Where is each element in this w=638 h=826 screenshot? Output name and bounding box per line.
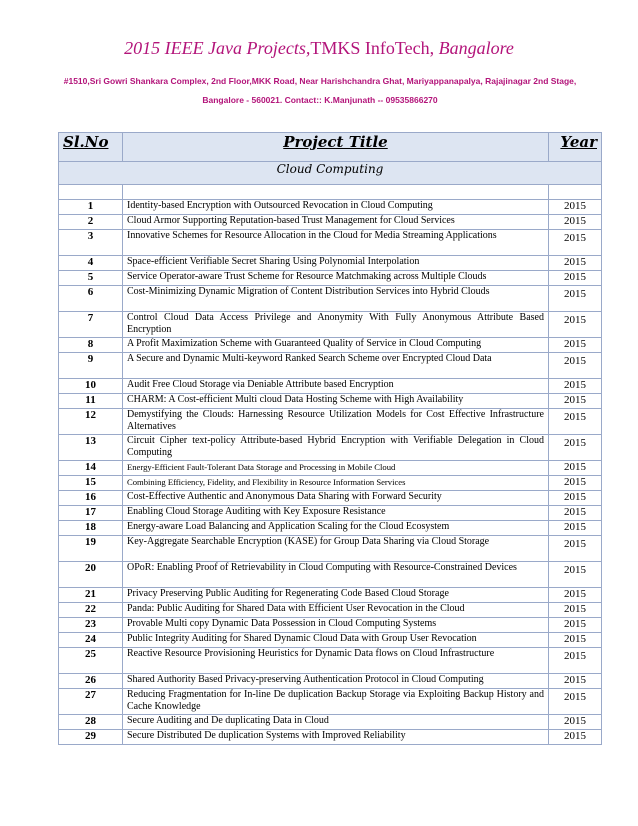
row-number: 22 [59,603,123,618]
row-year: 2015 [549,689,602,715]
project-title: Privacy Preserving Public Auditing for Regenerating Code Based Cloud Storage [123,588,549,603]
row-year: 2015 [549,286,602,312]
table-row [59,435,602,461]
row-year: 2015 [549,603,602,618]
project-title: Public Integrity Auditing for Shared Dynamic Cloud Data with Group User Revocation [123,633,549,648]
row-number: 28 [59,715,123,730]
row-year: 2015 [549,491,602,506]
row-year: 2015 [549,461,602,476]
document-title [0,38,638,58]
row-year: 2015 [549,256,602,271]
project-title: CHARM: A Cost-efficient Multi cloud Data Hosting Scheme with High Availability [123,394,549,409]
row-number: 25 [59,648,123,674]
project-title: Panda: Public Auditing for Shared Data with Efficient User Revocation in the Cloud [123,603,549,618]
project-title: Cost-Minimizing Dynamic Migration of Content Distribution Services into Hybrid Clouds [123,286,549,312]
blank-cell [549,185,602,200]
row-number: 17 [59,506,123,521]
row-number: 16 [59,491,123,506]
table-row [59,491,602,506]
project-title: Secure Auditing and De duplicating Data in Cloud [123,715,549,730]
table-row [59,536,602,562]
table-row [59,200,602,215]
project-title: Combining Efficiency, Fidelity, and Flexibility in Resource Information Services [123,476,549,491]
project-title: Secure Distributed De duplication Systems with Improved Reliability [123,730,549,745]
project-title: Cost-Effective Authentic and Anonymous Data Sharing with Forward Security [123,491,549,506]
table-row [59,394,602,409]
project-title: Provable Multi copy Dynamic Data Possession in Cloud Computing Systems [123,618,549,633]
row-year: 2015 [549,633,602,648]
project-title: Reducing Fragmentation for In-line De duplication Backup Storage via Exploiting Backup History and Cache Knowledge [123,689,549,715]
row-year: 2015 [549,588,602,603]
table-row [59,379,602,394]
row-number: 4 [59,256,123,271]
project-title: Demystifying the Clouds: Harnessing Resource Utilization Models for Cost Effective Infrastructure Alternatives [123,409,549,435]
title-prefix: 2015 IEEE Java Projects, [124,38,311,58]
row-number: 8 [59,338,123,353]
project-title: Circuit Cipher text-policy Attribute-based Hybrid Encryption with Verifiable Delegation in Cloud Computing [123,435,549,461]
project-table [58,132,602,745]
row-year: 2015 [549,730,602,745]
table-row [59,215,602,230]
row-year: 2015 [549,562,602,588]
project-title: Space-efficient Verifiable Secret Sharing Using Polynomial Interpolation [123,256,549,271]
row-year: 2015 [549,674,602,689]
row-year: 2015 [549,312,602,338]
row-year: 2015 [549,409,602,435]
table-row [59,506,602,521]
row-year: 2015 [549,476,602,491]
project-title: Control Cloud Data Access Privilege and Anonymity With Fully Anonymous Attribute Based Encryption [123,312,549,338]
table-row [59,603,602,618]
table-row [59,633,602,648]
row-number: 21 [59,588,123,603]
column-header-year: Year [549,133,602,162]
row-year: 2015 [549,506,602,521]
table-row [59,648,602,674]
row-number: 27 [59,689,123,715]
row-year: 2015 [549,230,602,256]
row-number: 12 [59,409,123,435]
table-row [59,689,602,715]
table-row [59,730,602,745]
table-row [59,562,602,588]
row-number: 18 [59,521,123,536]
row-number: 24 [59,633,123,648]
row-number: 6 [59,286,123,312]
row-number: 14 [59,461,123,476]
section-title: Cloud Computing [59,162,602,185]
project-title: Enabling Cloud Storage Auditing with Key Exposure Resistance [123,506,549,521]
row-number: 9 [59,353,123,379]
table-header-row [59,133,602,162]
table-row [59,588,602,603]
table-row [59,409,602,435]
table-row [59,521,602,536]
column-header-slno: Sl.No [59,133,123,162]
table-row [59,286,602,312]
row-year: 2015 [549,715,602,730]
column-header-project-title: Project Title [123,133,549,162]
blank-row [59,185,602,200]
row-number: 29 [59,730,123,745]
row-number: 5 [59,271,123,286]
blank-cell [123,185,549,200]
row-number: 7 [59,312,123,338]
title-city: Bangalore [434,38,514,58]
blank-cell [59,185,123,200]
table-row [59,353,602,379]
row-number: 20 [59,562,123,588]
row-year: 2015 [549,536,602,562]
row-number: 26 [59,674,123,689]
row-year: 2015 [549,394,602,409]
project-title: Identity-based Encryption with Outsourced Revocation in Cloud Computing [123,200,549,215]
row-year: 2015 [549,353,602,379]
table-row [59,461,602,476]
row-year: 2015 [549,215,602,230]
row-year: 2015 [549,435,602,461]
row-number: 13 [59,435,123,461]
row-number: 1 [59,200,123,215]
row-year: 2015 [549,379,602,394]
row-year: 2015 [549,521,602,536]
row-number: 10 [59,379,123,394]
row-number: 19 [59,536,123,562]
row-number: 2 [59,215,123,230]
table-row [59,312,602,338]
project-title: Energy-aware Load Balancing and Application Scaling for the Cloud Ecosystem [123,521,549,536]
table-row [59,230,602,256]
table-row [59,338,602,353]
row-year: 2015 [549,200,602,215]
project-title: Reactive Resource Provisioning Heuristics for Dynamic Data flows on Cloud Infrastructure [123,648,549,674]
row-year: 2015 [549,338,602,353]
row-number: 15 [59,476,123,491]
project-title: A Secure and Dynamic Multi-keyword Ranked Search Scheme over Encrypted Cloud Data [123,353,549,379]
project-title: OPoR: Enabling Proof of Retrievability in Cloud Computing with Resource-Constrained Devices [123,562,549,588]
project-title: Innovative Schemes for Resource Allocation in the Cloud for Media Streaming Applications [123,230,549,256]
table-row [59,271,602,286]
row-number: 23 [59,618,123,633]
project-title: Cloud Armor Supporting Reputation-based Trust Management for Cloud Services [123,215,549,230]
table-row [59,674,602,689]
row-year: 2015 [549,618,602,633]
project-title: A Profit Maximization Scheme with Guaranteed Quality of Service in Cloud Computing [123,338,549,353]
table-row [59,715,602,730]
row-number: 11 [59,394,123,409]
project-title: Shared Authority Based Privacy-preserving Authentication Protocol in Cloud Computing [123,674,549,689]
row-number: 3 [59,230,123,256]
section-row [59,162,602,185]
row-year: 2015 [549,648,602,674]
company-name: TMKS InfoTech, [310,38,435,58]
company-address: #1510,Sri Gowri Shankara Complex, 2nd Floor,MKK Road, Near Harishchandra Ghat, Mariyappanapalya, Rajajinagar 2nd Stage, Bangalore - 560021. Contact:: K.Manjunath -- 09535866270 [63,76,577,105]
table-row [59,618,602,633]
project-title: Energy-Efficient Fault-Tolerant Data Storage and Processing in Mobile Cloud [123,461,549,476]
project-title: Service Operator-aware Trust Scheme for Resource Matchmaking across Multiple Clouds [123,271,549,286]
project-title: Key-Aggregate Searchable Encryption (KASE) for Group Data Sharing via Cloud Storage [123,536,549,562]
table-row [59,256,602,271]
row-year: 2015 [549,271,602,286]
table-row [59,476,602,491]
project-title: Audit Free Cloud Storage via Deniable Attribute based Encryption [123,379,549,394]
